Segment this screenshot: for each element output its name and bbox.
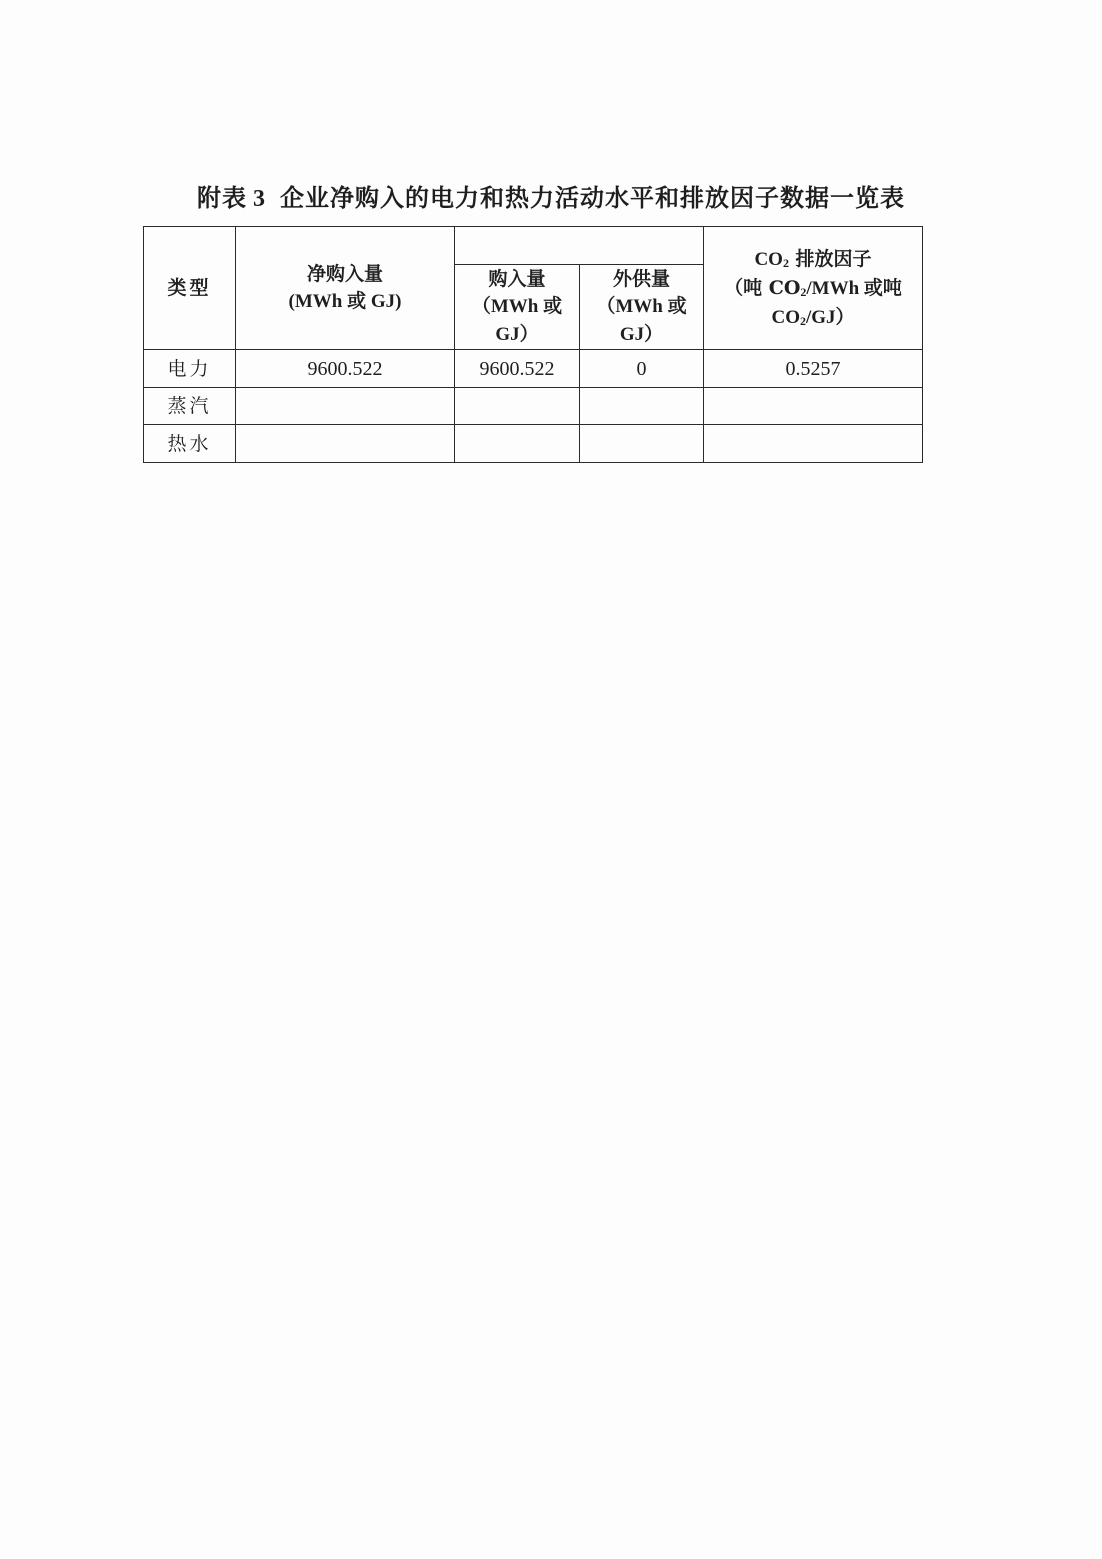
- net-purchase-cell: [236, 388, 455, 425]
- header-net-purchase: [236, 227, 455, 350]
- header-purchase-line1: 购入量: [488, 268, 546, 290]
- emission-factor-cell: 0.5257: [704, 350, 923, 388]
- header-factor-line2: （吨 $CO_2$/MWh 或吨: [724, 276, 902, 299]
- table-title: [0, 178, 1102, 213]
- header-net-purchase-line1: 净购入量: [306, 263, 383, 285]
- table-row: [144, 388, 923, 425]
- table-row: [144, 350, 923, 388]
- header-supply-line1: 外供量: [612, 268, 670, 290]
- header-supply-line3: GJ）: [619, 324, 664, 345]
- row-type-cell: 蒸汽: [144, 388, 236, 425]
- header-net-purchase-line2: (MWh 或 GJ): [288, 291, 402, 312]
- supply-cell: [580, 388, 704, 425]
- supply-cell: [580, 425, 704, 463]
- purchase-cell: [455, 388, 580, 425]
- header-purchase-line3: GJ）: [495, 324, 539, 345]
- header-factor-line1: $CO_2$ 排放因子: [754, 247, 872, 270]
- header-purchase: [455, 265, 580, 350]
- title-text: 企业净购入的电力和热力活动水平和排放因子数据一览表: [280, 183, 905, 212]
- table-row: [144, 425, 923, 463]
- purchase-cell: [455, 425, 580, 463]
- header-purchase-line2: （MWh 或: [471, 296, 563, 317]
- header-emission-factor: [704, 227, 923, 350]
- header-supply-line2: （MWh 或: [596, 296, 687, 317]
- row-type-cell: 热水: [144, 425, 236, 463]
- header-spacer: [455, 227, 704, 265]
- net-purchase-cell: 9600.522: [236, 350, 455, 388]
- header-factor-line3: $CO_2/GJ$）: [771, 306, 855, 328]
- header-supply: [580, 265, 704, 350]
- purchase-cell: 9600.522: [455, 350, 580, 388]
- header-type: 类型: [144, 227, 236, 350]
- title-prefix: 附表: [197, 183, 247, 212]
- header-row-1: [144, 227, 923, 265]
- supply-cell: 0: [580, 350, 704, 388]
- data-table: [143, 226, 923, 463]
- emission-factor-cell: [704, 425, 923, 463]
- net-purchase-cell: [236, 425, 455, 463]
- title-number: 3: [253, 186, 266, 212]
- row-type-cell: 电力: [144, 350, 236, 388]
- emission-factor-cell: [704, 388, 923, 425]
